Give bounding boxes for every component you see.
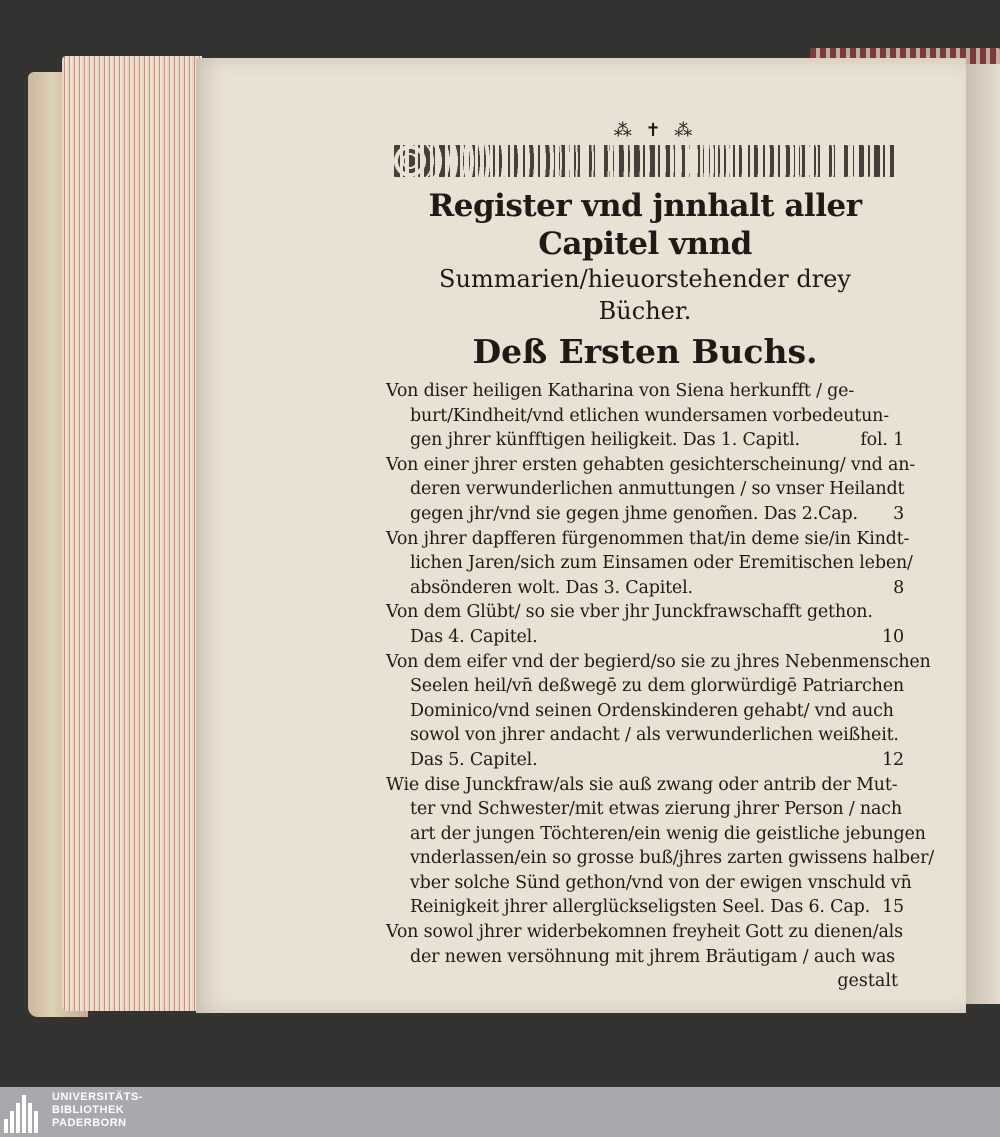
section-heading: Deß Ersten Buchs. [472, 332, 818, 371]
toc-entry-page-number: 3 [893, 503, 904, 524]
toc-entry-line: Von sowol jhrer widerbekomnen freyheit Gott zu dienen/als [386, 922, 903, 943]
toc-entry-line: sowol von jhrer andacht / als verwunderlichen weißheit. [410, 725, 899, 746]
library-name-line2: BIBLIOTHEK [52, 1104, 125, 1116]
library-footer [0, 1087, 1000, 1137]
toc-entry-page-number: fol. 1 [860, 430, 904, 451]
library-name-line1: UNIVERSITÄTS- [52, 1091, 143, 1103]
toc-entry-line: Von diser heiligen Katharina von Siena herkunfft / ge- [386, 381, 855, 401]
toc-entry-chapter: Das 4. Capitel. [410, 626, 538, 647]
toc-entry [386, 773, 934, 921]
decorative-border [394, 145, 894, 177]
toc-entry-line: deren verwunderlichen anmuttungen / so vnser Heilandt [410, 479, 905, 500]
toc-entry [386, 650, 931, 773]
page-title: Register vnd jnnhalt aller Capitel vnnd [428, 188, 862, 262]
toc-entry-chapter: absönderen wolt. Das 3. Capitel. [410, 577, 693, 598]
toc-entry-last-line [386, 502, 904, 527]
toc-entry-line: art der jungen Töchteren/ein wenig die geistliche jebungen [410, 823, 926, 844]
toc-entry-line: Von dem Glübt/ so sie vber jhr Junckfrawschafft gethon. [386, 602, 873, 623]
toc-entry-last-line [386, 895, 904, 920]
library-logo-icon [4, 1091, 44, 1133]
toc-entry-line: lichen Jaren/sich zum Einsamen oder Eremitischen leben/ [410, 553, 913, 574]
subtitle-line-2: Bücher. [598, 297, 692, 325]
toc-entry-chapter: gegen jhr/vnd sie gegen jhme genom̃en. Das 2.Cap. [410, 503, 858, 524]
toc-entry-last-line [386, 748, 904, 773]
toc-entry [386, 920, 904, 969]
toc-entry-line: vber solche Sünd gethon/vnd von der ewigen vnschuld vn̄ [410, 872, 912, 893]
library-name [52, 1091, 143, 1130]
toc-entry-line: vnderlassen/ein so grosse buß/jhres zarten gwissens halber/ [410, 848, 934, 869]
toc-entry [386, 600, 904, 649]
toc-entry [386, 527, 913, 601]
toc-entry-line: Seelen heil/vn̄ deßwegē zu dem glorwürdigē Patriarchen [410, 676, 904, 697]
page-text [386, 120, 934, 993]
toc-entry-chapter: gen jhrer künfftigen heiligkeit. Das 1. Capitl. [410, 430, 800, 451]
toc-entry-chapter: Reinigkeit jhrer allerglückseligsten Seel. Das 6. Cap. [410, 897, 870, 918]
toc-entry-line: Von einer jhrer ersten gehabten gesichterscheinung/ vnd an- [386, 454, 916, 475]
toc-entry-line: der newen versöhnung mit jhrem Bräutigam / auch was [410, 946, 895, 967]
library-name-line3: PADERBORN [52, 1117, 127, 1129]
toc-entry-last-line [386, 428, 904, 453]
toc-entry-line: Von jhrer dapfferen fürgenommen that/in deme sie/in Kindt- [386, 528, 910, 549]
subtitle-line-1: Summarien/hieuorstehender drey [439, 265, 851, 293]
catchword: gestalt [837, 971, 898, 992]
toc-entry-line: Von dem eifer vnd der begierd/so sie zu jhres Nebenmenschen [386, 651, 931, 672]
toc-entry-last-line [386, 576, 904, 601]
toc-entry-line: ter vnd Schwester/mit etwas zierung jhrer Person / nach [410, 799, 902, 820]
toc-entry-last-line [386, 625, 904, 650]
toc-entry-page-number: 10 [882, 626, 904, 647]
page-edges [62, 56, 202, 1011]
toc-entry-chapter: Das 5. Capitel. [410, 749, 538, 770]
toc-entry-line: Dominico/vnd seinen Ordenskinderen gehabt/ vnd auch [410, 700, 894, 721]
facing-page [966, 64, 1000, 1004]
toc-entry [386, 453, 916, 527]
ornament-cross: ⁂ ✝ ⁂ [613, 120, 697, 141]
toc-entry-line: Wie dise Junckfraw/als sie auß zwang oder antrib der Mut- [386, 774, 898, 795]
toc-entry-page-number: 15 [882, 897, 904, 918]
toc-entry-line: burt/Kindheit/vnd etlichen wundersamen vorbedeutun- [410, 405, 889, 426]
table-of-contents [386, 379, 934, 969]
toc-entry-page-number: 12 [882, 749, 904, 770]
toc-entry-page-number: 8 [893, 577, 904, 598]
toc-entry [386, 379, 904, 453]
